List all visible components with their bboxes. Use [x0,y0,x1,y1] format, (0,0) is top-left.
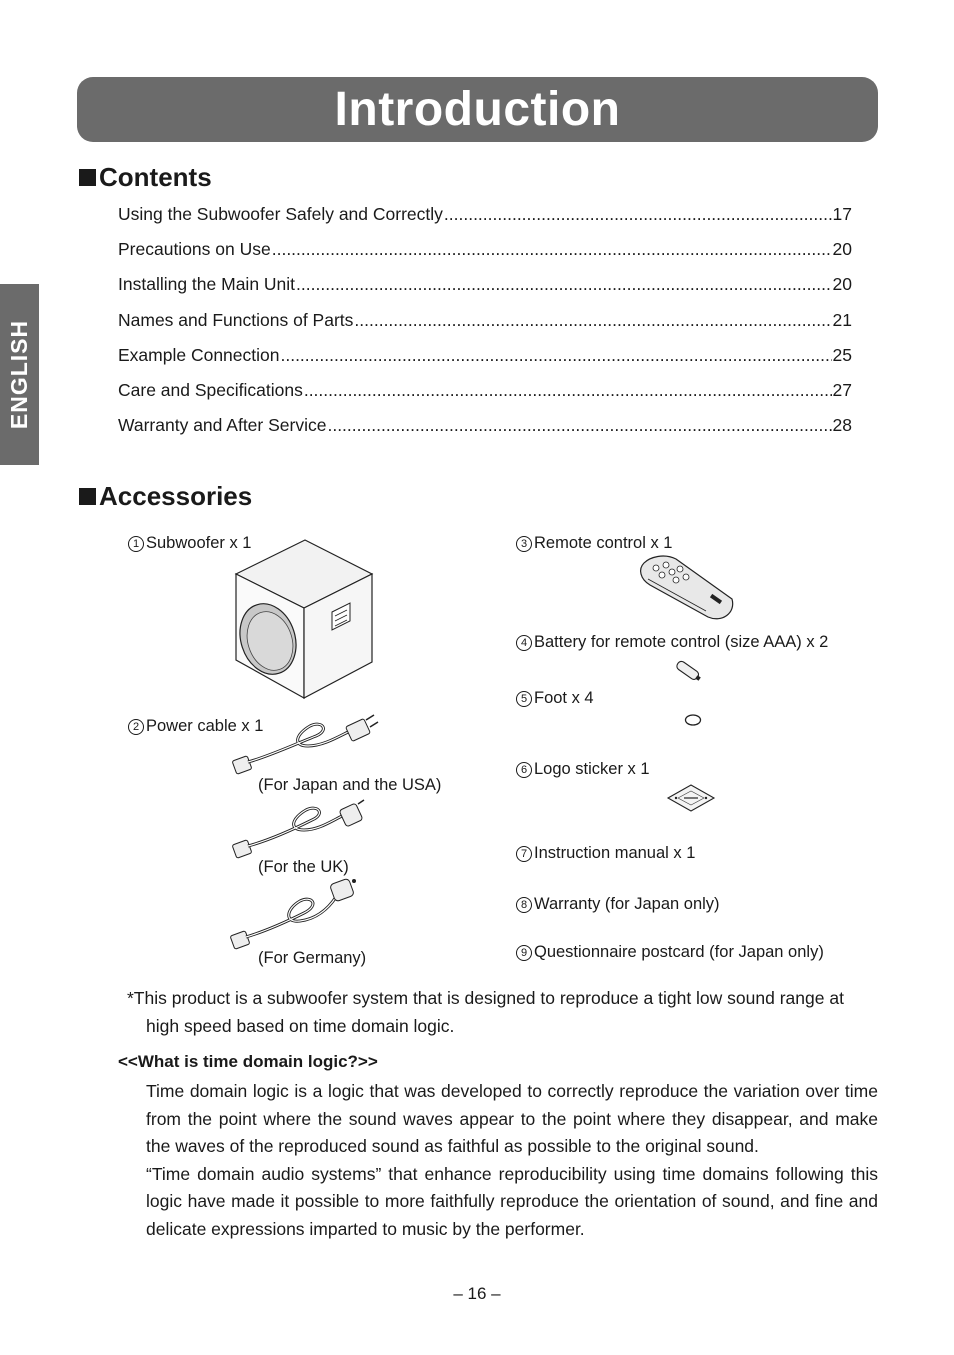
toc-leader-dots [296,274,831,295]
toc-entry-title: Names and Functions of Parts [118,309,354,330]
square-bullet-icon [79,169,96,186]
subwoofer-illustration [228,536,378,702]
toc-entry[interactable] [118,415,852,450]
item-label: Subwoofer x 1 [146,534,252,552]
cable-caption: (For Germany) [258,949,367,967]
page-number: – 16 – [453,1284,501,1303]
toc-entry[interactable] [118,380,852,415]
toc-entry[interactable] [118,274,852,309]
logo-sticker-illustration [664,782,718,814]
item-label: Warranty (for Japan only) [534,895,720,913]
foot-illustration [683,713,703,727]
item-number: 6 [516,762,532,778]
toc-entry-page: 25 [832,344,852,365]
item-number: 4 [516,635,532,651]
item-label: Foot x 4 [534,689,594,707]
toc-entry-page: 20 [832,274,852,295]
accessories-heading [79,481,252,512]
toc-entry-title: Warranty and After Service [118,415,327,436]
toc-entry[interactable] [118,204,852,239]
accessory-item [516,689,594,708]
toc-leader-dots [272,239,832,260]
accessories-heading-text: Accessories [99,481,253,511]
toc-entry-page: 21 [832,309,852,330]
item-number: 2 [128,719,144,735]
toc-entry-title: Using the Subwoofer Safely and Correctly [118,204,443,224]
item-number: 9 [516,945,532,961]
time-domain-body [146,1078,878,1243]
toc-entry[interactable] [118,310,852,345]
item-label: Remote control x 1 [534,534,673,552]
page-title: Introduction [334,83,621,136]
item-number: 8 [516,897,532,913]
toc-entry-title: Precautions on Use [118,239,271,260]
contents-heading [79,162,212,193]
toc-entry-title: Installing the Main Unit [118,274,296,295]
accessory-item [516,943,824,962]
item-number: 7 [516,846,532,862]
item-number: 1 [128,536,144,552]
time-domain-heading: <<What is time domain logic?>> [118,1052,378,1071]
item-label: Battery for remote control (size AAA) x 2 [534,633,829,651]
accessory-item [516,895,720,914]
accessory-item [516,844,695,863]
toc-entry[interactable] [118,345,852,380]
toc-entry-page: 17 [832,204,852,224]
product-note-line: high speed based on time domain logic. [146,1015,455,1036]
toc-entry-page: 28 [832,415,852,436]
language-tab-label: ENGLISH [6,319,33,430]
product-note-line: *This product is a subwoofer system that is designed to reproduce a tight low sound range at [127,988,844,1008]
language-tab [0,284,39,465]
product-note [127,985,879,1040]
cable-caption: (For Japan and the USA) [258,776,442,794]
time-domain-paragraph: Time domain logic is a logic that was developed to correctly reproduce the variation over time from the point where the sound waves appear to the point where they disappear, and make the waves of the reproduced sound as faithful as possible to the original sound. [146,1081,878,1156]
item-label: Logo sticker x 1 [534,760,650,778]
item-label: Questionnaire postcard (for Japan only) [534,943,824,961]
toc-leader-dots [280,345,831,366]
toc-leader-dots [354,310,831,331]
accessory-item [516,760,650,779]
power-cable-jp-us-illustration [230,712,380,780]
table-of-contents [118,204,852,450]
accessory-item [516,534,672,553]
time-domain-paragraph: “Time domain audio systems” that enhance reproducibility using time domains following this logic have made it possible to more faithfully reproduce the orientation of sound, and fine and delicate expressions imparted to music by the performer. [146,1163,878,1239]
contents-heading-text: Contents [99,162,212,192]
toc-leader-dots [444,204,832,225]
title-banner [77,77,878,142]
power-cable-uk-illustration [230,798,370,864]
toc-entry-page: 27 [832,379,852,400]
item-label: Power cable x 1 [146,717,264,735]
toc-entry-title: Example Connection [118,344,280,365]
battery-illustration [674,658,706,684]
toc-entry-title: Care and Specifications [118,379,303,400]
item-number: 5 [516,691,532,707]
toc-leader-dots [327,415,831,436]
toc-leader-dots [304,380,832,401]
item-label: Instruction manual x 1 [534,844,696,862]
accessory-item [516,633,828,652]
cable-caption: (For the UK) [258,858,349,876]
toc-entry[interactable] [118,239,852,274]
toc-entry-page: 20 [832,239,852,260]
power-cable-germany-illustration [228,875,363,955]
remote-control-illustration [636,553,740,623]
item-number: 3 [516,536,532,552]
square-bullet-icon [79,488,96,505]
